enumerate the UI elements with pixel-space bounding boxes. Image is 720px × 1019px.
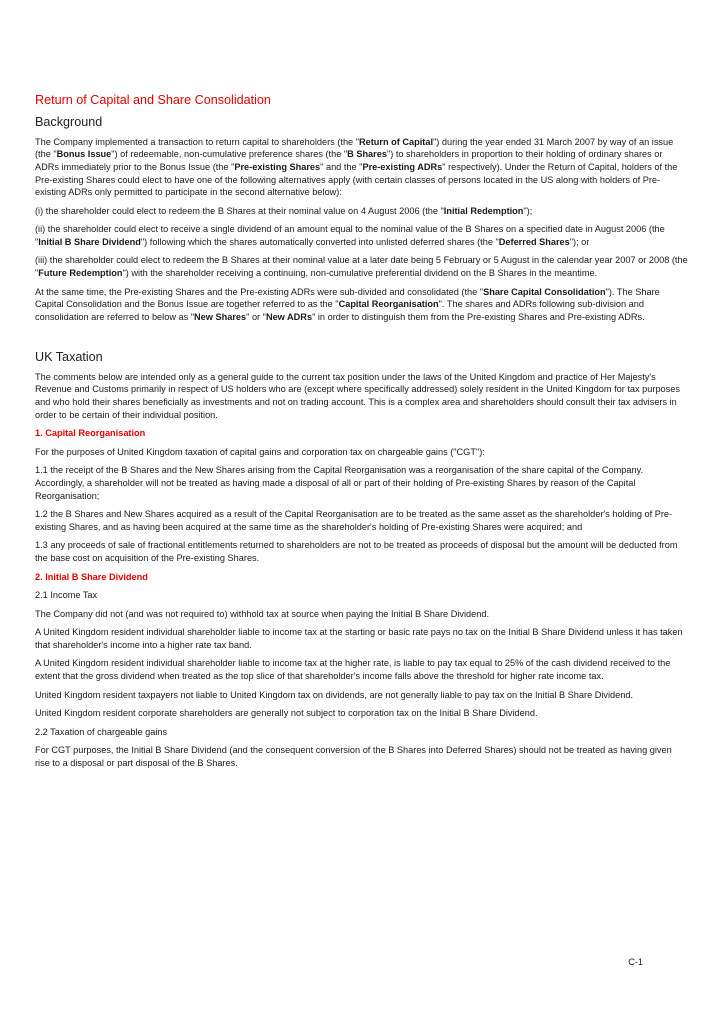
capital-reorganisation-item-1-1: 1.1 the receipt of the B Shares and the New Shares arising from the Capital Reorganisation was a reorganisation of the share capital of the Company. Accordingly, a shareholder will not be treated as having made a disposal of all or part of their holding of Pre-existing Shares by reason of the Capital Reorganisation; — [35, 465, 644, 501]
income-tax-paragraph-1: The Company did not (and was not required to) withhold tax at source when paying the Initial B Share Dividend. — [35, 608, 490, 619]
defined-term: Pre-existing ADRs — [362, 161, 443, 172]
income-tax-paragraph-3: A United Kingdom resident individual shareholder liable to income tax at the higher rate, is liable to pay tax equal to 25% of the cash dividend received to the extent that the gross dividend when treated as the top slice of that shareholder's income falls above the threshold for higher rate income tax. — [35, 658, 671, 682]
uk-taxation-heading: UK Taxation — [35, 350, 103, 365]
defined-term: Initial Redemption — [443, 205, 524, 216]
background-alternative-ii: (ii) the shareholder could elect to receive a single dividend of an amount equal to the nominal value of the B Shares on a specified date in August 2006 (the "Initial B Share Dividend") following which the shares automatically converted into unlisted deferred shares (the "Deferred Shares"); or — [35, 224, 665, 247]
background-paragraph-1: The Company implemented a transaction to return capital to shareholders (the "Return of Capital") during the year ended 31 March 2007 by way of an issue (the "Bonus Issue") of redeemable, non-cumulative preference shares (the "B Shares") to shareholders in proportion to their holding of ordinary shares or ADRs immediately prior to the Bonus Issue (the "Pre-existing Shares" and the "Pre-existing ADRs" respectively). Under the Return of Capital, holders of the Pre-existing Shares could elect to have one of the following alternatives apply (with certain classes of persons located in the US along with holders of Pre-existing ADRs only permitted to participate in the second alternative below): — [35, 136, 678, 198]
capital-reorganisation-intro: For the purposes of United Kingdom taxation of capital gains and corporation tax on chargeable gains ("CGT"): — [35, 446, 485, 457]
background-alternative-iii: (iii) the shareholder could elect to redeem the B Shares at their nominal value at a later date being 5 February or 5 August in the calendar year 2007 or 2008 (the "Future Redemption") with the shareholder receiving a continuing, non-cumulative preferential dividend on the B Shares in the meantime. — [35, 255, 688, 279]
defined-term: New Shares — [194, 311, 247, 322]
capital-reorganisation-item-1-3: 1.3 any proceeds of sale of fractional entitlements returned to shareholders are not to be treated as proceeds of disposal but the amount will be deducted from the base cost on acquisition of the Pre-existing Shares. — [35, 540, 678, 563]
defined-term: Return of Capital — [358, 136, 433, 147]
defined-term: B Shares — [347, 149, 387, 160]
chargeable-gains-heading: 2.2 Taxation of chargeable gains — [35, 726, 168, 737]
income-tax-heading: 2.1 Income Tax — [35, 590, 98, 601]
defined-term: Initial B Share Dividend — [38, 236, 141, 247]
income-tax-paragraph-2: A United Kingdom resident individual shareholder liable to income tax at the starting or basic rate pays no tax on the Initial B Share Dividend unless it has taken that shareholder's income into a higher rate tax band. — [35, 627, 683, 650]
defined-term: New ADRs — [265, 311, 313, 322]
income-tax-paragraph-4: United Kingdom resident taxpayers not liable to United Kingdom tax on dividends, are not generally liable to pay tax on the Initial B Share Dividend. — [35, 689, 634, 700]
background-heading: Background — [35, 115, 103, 130]
background-paragraph-consolidation: At the same time, the Pre-existing Shares and the Pre-existing ADRs were sub-divided and consolidated (the "Share Capital Consolidation"). The Share Capital Consolidation and the Bonus Issue are together referred to as the "Capital Reorganisation". The shares and ADRs following sub-division and consolidation are referred to below as "New Shares" or "New ADRs" in order to distinguish them from the Pre-existing Shares and Pre-existing ADRs. — [35, 286, 660, 322]
capital-reorganisation-item-1-2: 1.2 the B Shares and New Shares acquired as a result of the Capital Reorganisation are to be treated as the same asset as the shareholder's holding of Pre-existing Shares, and as having been acquired at the same time as the shareholder's holding of Pre-existing Shares were acquired; and — [35, 509, 673, 532]
document-title: Return of Capital and Share Consolidation — [35, 93, 271, 107]
defined-term: Deferred Shares — [498, 236, 570, 247]
defined-term: Future Redemption — [38, 268, 123, 279]
chargeable-gains-paragraph-1: For CGT purposes, the Initial B Share Dividend (and the consequent conversion of the B Shares into Deferred Shares) should not be treated as having given rise to a disposal or part disposal of the B Shares. — [35, 745, 672, 769]
background-alternative-i: (i) the shareholder could elect to redeem the B Shares at their nominal value on 4 August 2006 (the "Initial Redemption"); — [35, 205, 533, 216]
defined-term: Capital Reorganisation — [338, 299, 439, 310]
uk-taxation-intro: The comments below are intended only as a general guide to the current tax position under the laws of the United Kingdom and practice of Her Majesty's Revenue and Customs primarily in respect of US holders who are (except where specifically addressed) solely resident in the United Kingdom for tax purposes and who hold their shares beneficially as investments and not on trading account. This is a complex area and shareholders should consult their tax advisers in order to be certain of their individual position. — [35, 371, 680, 420]
defined-term: Bonus Issue — [56, 149, 112, 160]
capital-reorganisation-heading: 1. Capital Reorganisation — [35, 428, 146, 439]
initial-b-share-dividend-heading: 2. Initial B Share Dividend — [35, 571, 148, 582]
defined-term: Pre-existing Shares — [234, 161, 321, 172]
defined-term: Share Capital Consolidation — [483, 286, 606, 297]
income-tax-paragraph-5: United Kingdom resident corporate shareholders are generally not subject to corporation tax on the Initial B Share Dividend. — [35, 708, 538, 719]
page-number: C-1 — [628, 957, 643, 967]
